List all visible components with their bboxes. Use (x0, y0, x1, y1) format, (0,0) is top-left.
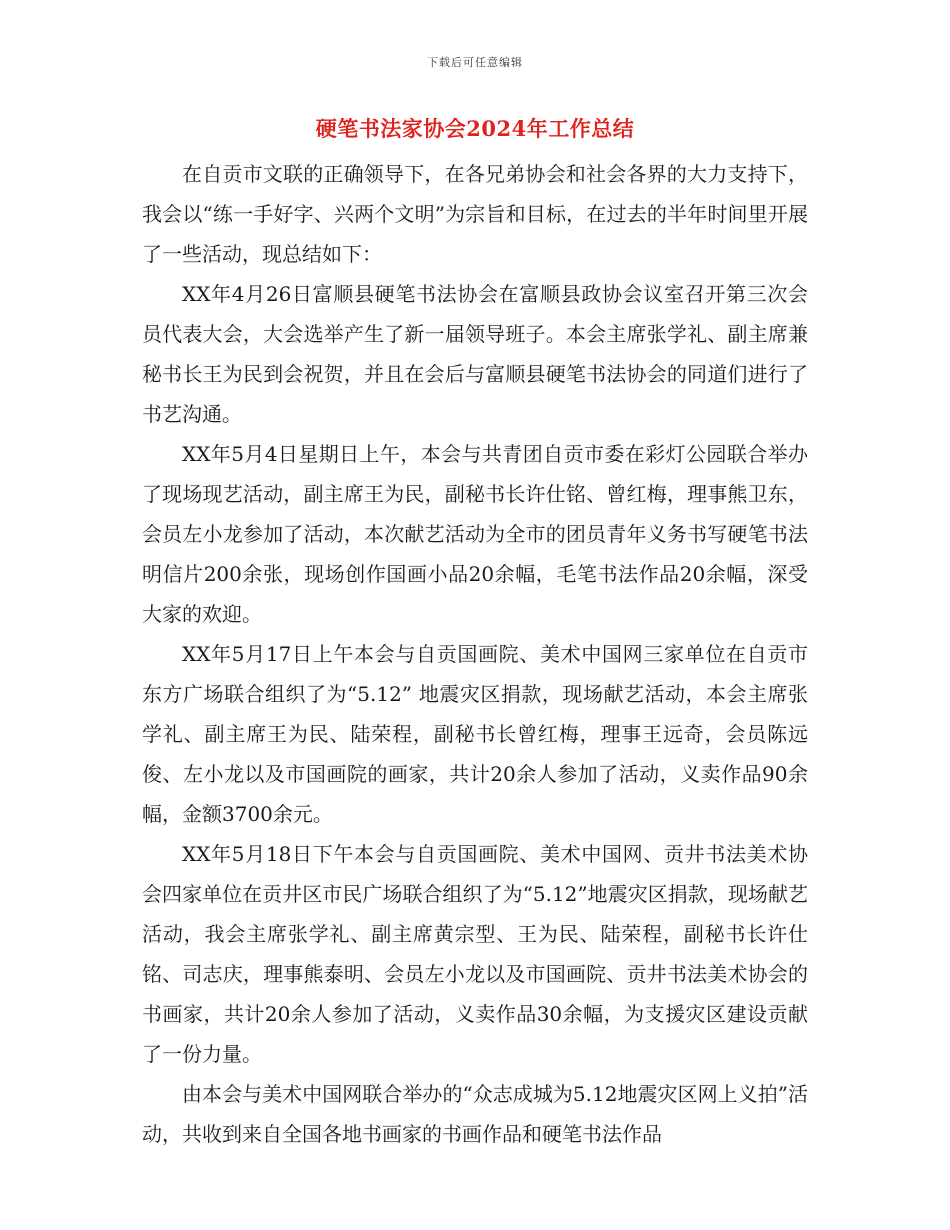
paragraph-may-17: XX年5月17日上午本会与自贡国画院、美术中国网三家单位在自贡市东方广场联合组织了为“5.12” 地震灾区捐款，现场献艺活动，本会主席张学礼、副主席王为民、陆荣程，副秘书长曾红梅，理事王远奇，会员陈远俊、左小龙以及市国画院的画家，共计20余人参加了活动，义卖作品90余幅，金额3700余元。 (142, 642, 808, 826)
page-header-note: 下载后可任意编辑 (427, 56, 523, 69)
paragraph-intro: 在自贡市文联的正确领导下，在各兄弟协会和社会各界的大力支持下，我会以“练一手好字、兴两个文明”为宗旨和目标，在过去的半年时间里开展了一些活动，现总结如下： (142, 162, 808, 266)
paragraph-april-26: XX年4月26日富顺县硬笔书法协会在富顺县政协会议室召开第三次会员代表大会，大会选举产生了新一届领导班子。本会主席张学礼、副主席兼秘书长王为民到会祝贺，并且在会后与富顺县硬笔书法协会的同道们进行了书艺沟通。 (142, 282, 808, 426)
document-body (142, 154, 808, 1154)
paragraph-may-18: XX年5月18日下午本会与自贡国画院、美术中国网、贡井书法美术协会四家单位在贡井区市民广场联合组织了为“5.12”地震灾区捐款，现场献艺活动，我会主席张学礼、副主席黄宗型、王为民、陆荣程，副秘书长许仕铭、司志庆，理事熊泰明、会员左小龙以及市国画院、贡井书法美术协会的书画家，共计20余人参加了活动，义卖作品30余幅，为支援灾区建设贡献了一份力量。 (142, 842, 808, 1066)
paragraph-may-4: XX年5月4日星期日上午，本会与共青团自贡市委在彩灯公园联合举办了现场现艺活动，副主席王为民，副秘书长许仕铭、曾红梅，理事熊卫东，会员左小龙参加了活动，本次献艺活动为全市的团员青年义务书写硬笔书法明信片200余张，现场创作国画小品20余幅，毛笔书法作品20余幅，深受大家的欢迎。 (142, 442, 808, 626)
document-title: 硬笔书法家协会2024年工作总结 (315, 116, 635, 141)
paragraph-online-auction: 由本会与美术中国网联合举办的“众志成城为5.12地震灾区网上义拍”活动，共收到来自全国各地书画家的书画作品和硬笔书法作品 (142, 1082, 808, 1146)
